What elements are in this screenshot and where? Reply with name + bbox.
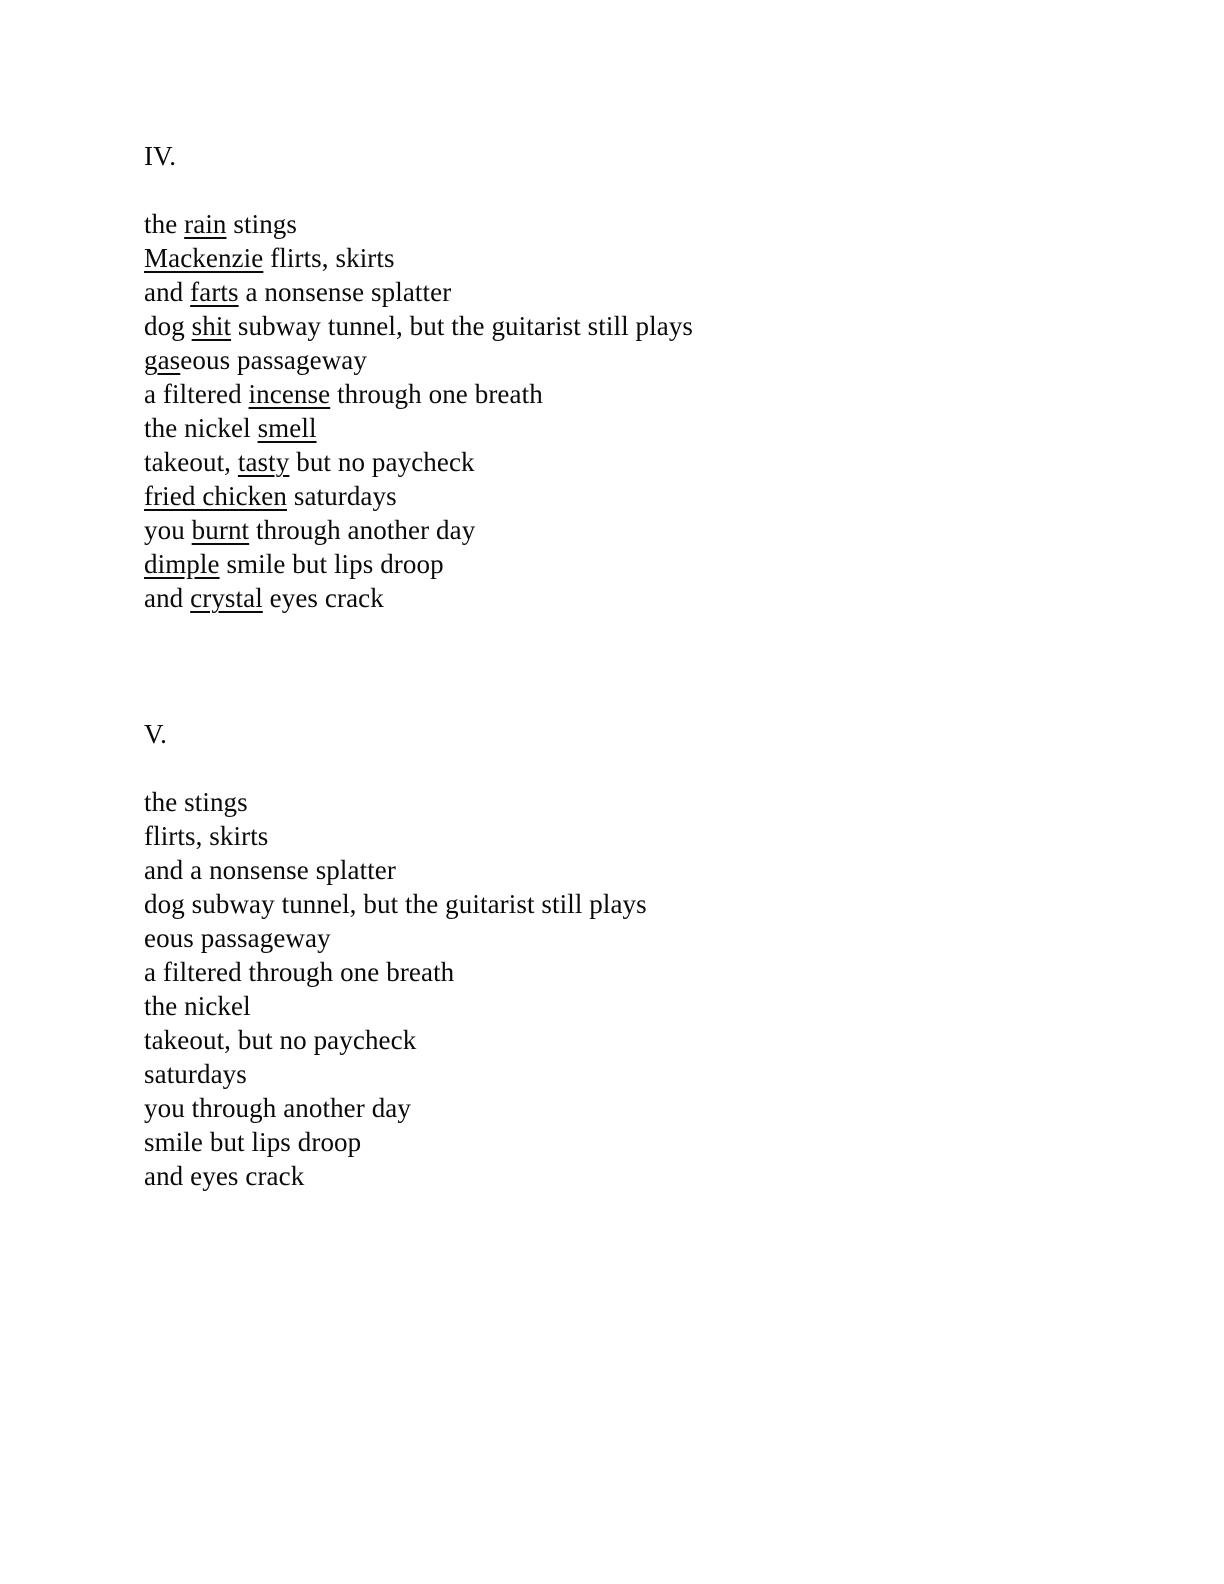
poem-line (144, 853, 1124, 887)
underlined-segment: tasty (237, 447, 290, 477)
underlined-segment: Mackenzie (144, 243, 264, 273)
spacer (144, 751, 1124, 785)
section-heading-iv: IV. (144, 141, 177, 171)
poem-line (144, 377, 1124, 411)
spacer (144, 615, 1124, 717)
line-segment: dog subway tunnel, but the guitarist still plays (144, 889, 647, 919)
line-segment: smile but lips droop (144, 1127, 362, 1157)
poem-line (144, 411, 1124, 445)
underlined-segment: rain (184, 209, 227, 239)
line-segment: you through another day (144, 1093, 411, 1123)
line-segment: dog (144, 311, 192, 341)
line-segment: stings (226, 209, 297, 239)
line-segment: and (144, 277, 191, 307)
underlined-segment: shit (191, 311, 232, 341)
line-segment: the nickel (144, 991, 251, 1021)
line-segment: takeout, but no paycheck (144, 1025, 417, 1055)
line-segment: the nickel (144, 413, 258, 443)
line-segment: through another day (249, 515, 476, 545)
underlined-segment: gas (144, 345, 181, 375)
poem-line (144, 343, 1124, 377)
underlined-segment: farts (190, 277, 239, 307)
poem-content (144, 139, 1124, 1193)
underlined-segment: crystal (190, 583, 263, 613)
poem-line (144, 207, 1124, 241)
line-segment: eous passageway (180, 345, 367, 375)
line-segment: a filtered (144, 379, 249, 409)
line-segment: and (144, 583, 191, 613)
poem-line (144, 547, 1124, 581)
poem-line (144, 581, 1124, 615)
underlined-segment: fried chicken (144, 481, 287, 511)
poem-line (144, 785, 1124, 819)
poem-line (144, 513, 1124, 547)
poem-line (144, 921, 1124, 955)
line-segment: flirts, skirts (263, 243, 395, 273)
line-segment: through one breath (330, 379, 543, 409)
line-segment: and a nonsense splatter (144, 855, 396, 885)
poem-line (144, 989, 1124, 1023)
line-segment: a filtered through one breath (144, 957, 455, 987)
line-segment: a nonsense splatter (238, 277, 452, 307)
line-segment: but no paycheck (289, 447, 475, 477)
poem-line (144, 309, 1124, 343)
poem-line (144, 241, 1124, 275)
underlined-segment: dimple (144, 549, 220, 579)
poem-line (144, 479, 1124, 513)
poem-line (144, 887, 1124, 921)
line-segment: the (144, 209, 185, 239)
stanza-iv (144, 207, 1124, 615)
line-segment: you (144, 515, 192, 545)
stanza-v (144, 785, 1124, 1193)
line-segment: the stings (144, 787, 248, 817)
poem-line (144, 819, 1124, 853)
line-segment: eous passageway (144, 923, 331, 953)
poem-line (144, 275, 1124, 309)
poem-line (144, 1091, 1124, 1125)
line-segment: saturdays (286, 481, 397, 511)
underlined-segment: burnt (191, 515, 250, 545)
underlined-segment: incense (248, 379, 331, 409)
line-segment: subway tunnel, but the guitarist still plays (231, 311, 694, 341)
line-segment: and eyes crack (144, 1161, 305, 1191)
underlined-segment: smell (257, 413, 317, 443)
section-heading-v: V. (144, 719, 167, 749)
poem-line (144, 1159, 1124, 1193)
line-segment: eyes crack (262, 583, 384, 613)
line-segment: saturdays (144, 1059, 247, 1089)
poem-line (144, 1125, 1124, 1159)
line-segment: takeout, (144, 447, 238, 477)
poem-line (144, 1057, 1124, 1091)
poem-line (144, 1023, 1124, 1057)
poem-line (144, 445, 1124, 479)
line-segment: flirts, skirts (144, 821, 269, 851)
poem-line (144, 955, 1124, 989)
line-segment: smile but lips droop (219, 549, 444, 579)
spacer (144, 173, 1124, 207)
